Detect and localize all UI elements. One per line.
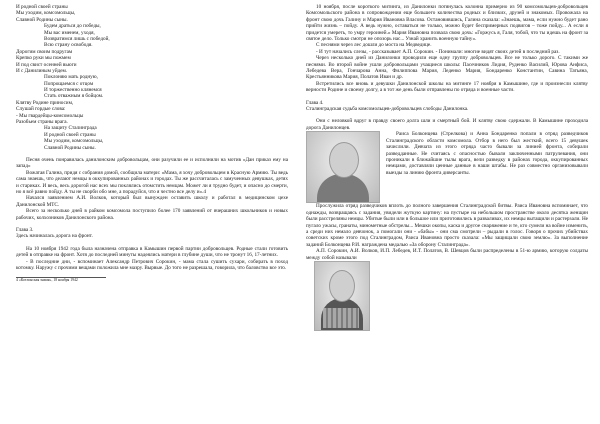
poem-line: И торжественно клянемся [44, 87, 102, 94]
more-paragraphs [306, 203, 588, 261]
photo-section [306, 131, 588, 203]
veteran-head [329, 270, 355, 302]
poem-line: Дорогим своим подругам [16, 48, 73, 55]
poem-line: - Мы гвардейцы-комсомольцы [16, 112, 84, 119]
paragraph: - И тут начались слезы, - рассказывает А.П. Сорокин. - Понимали: многие видят своих детей в последний раз. [316, 48, 560, 55]
poem-line: Клятву Родине приносим, [16, 99, 74, 106]
portrait-body [317, 174, 369, 203]
poem-line: И под свист осенней вьюги [16, 61, 77, 68]
paragraph: Вожатая Галина, придя с собрания домой, сообщила матери: «Мама, я хочу добровольцем в Красную Армию. Ты ведь сама знаешь, что делают немцы в оккупированных районах и городах. Ты же рассчиталась с замученных девушках, детях и стариках. И весь, весь дорогой нас всех мы поклялись отомстить немцам. Может ли я трудно будет, и опасно до смерти, но я всё равно пойду. А ты не скорби обо мне, а порадуйся, что я честно все делу и».4 [16, 169, 288, 196]
chapter4-subtitle: Сталинградская судьба комсомольцев-добровольцев слободы Данилонка. [306, 106, 469, 113]
poem-stanzas [16, 4, 288, 151]
poem-line: Поклоняю мать родную, [44, 74, 98, 81]
poem-line: Мы вас именем, уходя, [44, 29, 95, 36]
paragraph: Через несколько дней из Данилонки проводили еще одну группу добровольцев. Все не только дорого. С такими же песнями. Во второй войне ушли добровольцами учащиеся школы: Пасечников Лидия, Руденко Василий, Юрова Анфиса, Лебедева Вера, Гончарова Анна, Филиппова Мария, Леденко Мария, Бондаренко Константин, Савина Татьяна, Крестьянникова Мария, Полатов Иван и др. [306, 55, 588, 81]
paragraph: А.П. Сорокин, А.И. Волков, И.П. Лебедев, И.Т. Полатов, В. Шевцов были распределены в 51-ю армию, которую солдаты между собой называли [306, 248, 588, 261]
poem-line: Будем драться до победы, [44, 23, 101, 30]
chapter4-title: Глава 4. [306, 99, 324, 106]
poem-line: Крепко руки мы пожмем [16, 55, 71, 62]
poem-line: Мы уходим, комсомольцы, [16, 10, 76, 17]
medals-icon [323, 308, 359, 328]
chapter3-title: Глава 3. [16, 227, 34, 234]
left-column [16, 4, 288, 283]
poem-line: Славной Родины сыны. [16, 16, 68, 23]
paragraph: Встретились все вновь и девушки Данилонской школы на митинге 17 ноября в Камышине, где и произнесли клятву верности Родине и своему долгу, а в тот же день были отправлены по отряда и военные части. [306, 80, 588, 94]
poem-line: И родной своей страны [44, 131, 96, 138]
poem-line: Разобьем страны врага. [16, 119, 68, 126]
chapter3-paragraphs [16, 246, 288, 272]
left-paragraphs [16, 157, 288, 221]
paragraph: На 10 ноября 1942 года была назначена отправка в Камышин первой партии добровольцев. Родные стали готовить детей в отправке на фронт. Хотя до последней минуты надеялись матери в глубине души, что не тронут 16, 17-летних. [16, 245, 288, 259]
paragraph: Прослужила отряд разведчиков вплоть до полного завершения Сталинградской битвы. Раиса Ивановна вспоминает, что однажды, возвращаясь с задания, увидели жуткую картину: на пустыре на небольшом пространстве около десятка женщин были расстреляны немцы. Убитые были или в большое или приготовились в разваливах, их немцы вытащили и растерзали. Не пугало ужасы, гранаты, минометные обстрелы... Мешки окопы, каска и другое снаряжение и те, кто сумели на войне изменить, а среди них немало девчонок, а помогали они - «бабы» - они сма смотрели – рыдали в голос. Говоря о прочих убийствах советских кроме этого под Сталинградом, Раиса Ивановна просто сказала: «Мы защищали свою землю». За выполнение заданий Болконцева Р.И. награждена медалью «За оборону Сталинграда». [306, 203, 588, 248]
paragraph: Начался заявлением А.И. Волков, который был вынужден оставить школу и работал в медицинском цехе Данилонской МТС. [16, 195, 288, 208]
paragraph: Песня очень понравилась данилонским добровольцам, они разучили ее и исполнили на мотив «Дан приказ ему на запад» [16, 156, 288, 170]
poem-line: И родной своей страны [16, 4, 68, 10]
poem-line: Мы уходим, комсомольцы, [44, 138, 104, 145]
right-column [306, 4, 588, 331]
poem-line: Слушай гордые слова: [16, 106, 66, 113]
poem-line: И с Данилиным уйдем. [16, 67, 68, 74]
poem-line: Возвратимся лишь с победой, [44, 35, 110, 42]
portrait-photo [306, 131, 380, 203]
poem-line: На защиту Сталинграда [44, 125, 97, 132]
portrait-head [329, 142, 359, 178]
poem-line: Славной Родины сыны. [44, 144, 96, 151]
veteran-photo [314, 261, 370, 331]
paragraph: Всего за несколько дней в райком комсомола поступило более 170 заявлений от вчерашних школьников и новых рабочих, колхозников Данилонского района. [16, 208, 288, 221]
poem-line: Стать отважным я бойцом. [44, 93, 104, 100]
chapter4-intro: Они с неловкой вдруг в правду своего долга шли и смертный бой. И клятву свою сдержали. В Камышине проходила дорога Данилонцев. [306, 118, 588, 131]
poem-line: Всю страну освободя. [44, 42, 93, 49]
paragraph: 10 ноября, после короткого митинга, из Данилонки потянулась колонна примерно из 90 комсомольцев-добровольцев Комсомольского района в сопровождении еще большего количества родных и близких, друзей и знакомых. Провожала на фронт свою дочь Галину и Мария Ивановна Власова. Остановившись, Галина сказала: «Знаешь, мама, если нужно будет рано прийти жизнь – пойду. А ведь нужно, оставаться не только, можно будет беспримерных подвигов – тоже пойду... А если я придется умереть, то умру героиней.» Мария Ивановна позвала свою дочь: «Горжусь я, Галя, тобой, что ты идешь на фронт за святое дело. Только смотри не опозорь нас... Узнай хранить военную тайну». [306, 4, 588, 43]
poem-line: Попрощаемся с отцом [44, 80, 94, 87]
footnote: 4 «Котлонская знамя», 18 ноября 1942 [16, 278, 78, 283]
paragraph: С песнями через лес дошли до моста на Медведице. [316, 42, 432, 49]
paragraph: - В последние дни, - вспоминает Александр Петрович Сорокин, - мама стала сушить сухари, собирать в поход котомку. Наружу с прочими вещами положила мне мазру. Вырвые. До того не разрешала, говорила, что баловство все это. [16, 258, 288, 272]
photo-paragraph: Раиса Болконцева (Стрелкова) и Анна Бондаренко попали в отряд разведчиков Сталинградского области комсомола. Отбор в него был жесткий, всего 15 девушек зачислили. Девчата из этого отряда часто бывали за линией фронта, собирали разведданные. Не считаясь с опасностью бывали заключенными патрулевания, они проникали в ближайшие тылы врага, вели разведку в районах города, оккупированных немцами, доставляли ценные данные в наши штабы. Не раз совместно организовывали выезды за линию фронта диверсанты. [386, 131, 588, 176]
right-paragraphs [306, 4, 588, 94]
chapter3-subtitle: Здесь начиналась дорога на фронт. [16, 233, 93, 240]
